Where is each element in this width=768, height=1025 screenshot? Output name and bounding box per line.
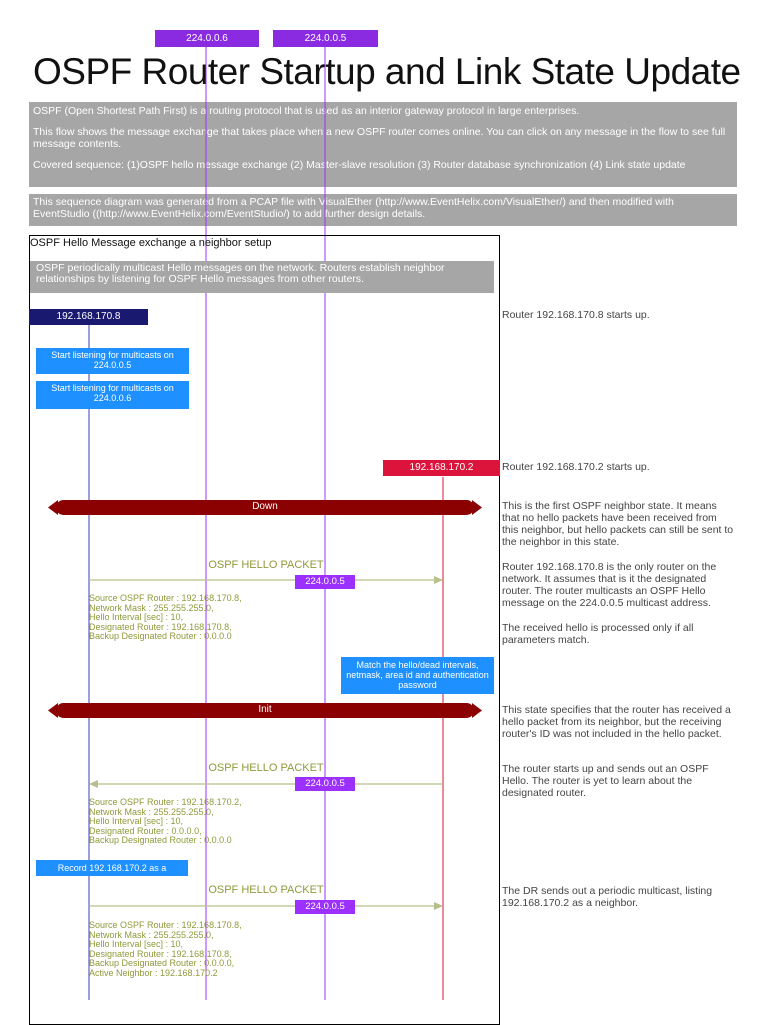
side-note-down-state: This is the first OSPF neighbor state. It means that no hello packets have been received from this neighbor, but hello packets can still be sent to the neighbor in this state. xyxy=(502,500,734,548)
intro-line-3: Covered sequence: (1)OSPF hello message exchange (2) Master-slave resolution (3) Router database synchronization (4) Link state update xyxy=(33,159,686,171)
message-3-title[interactable]: OSPF HELLO PACKET xyxy=(208,884,324,896)
message-2-title[interactable]: OSPF HELLO PACKET xyxy=(208,762,324,774)
multicast-224-0-0-6-header[interactable]: 224.0.0.6 xyxy=(155,30,259,47)
intro-line-1: OSPF (Open Shortest Path First) is a routing protocol that is used as an interior gateway protocol in large enterprises. xyxy=(33,105,580,117)
message-1-params: Source OSPF Router : 192.168.170.8, Network Mask : 255.255.255.0, Hello Interval [sec] : 10, Designated Router : 192.168.170.8, Backup Designated Router : 0.0.0.0 xyxy=(89,593,242,642)
side-note-init-state: This state specifies that the router has received a hello packet from its neighbor, but the receiving router's ID was not included in the hello packet. xyxy=(502,704,731,740)
side-note-router-1-start: Router 192.168.170.8 starts up. xyxy=(502,309,650,321)
message-1-dest[interactable]: 224.0.0.5 xyxy=(295,575,355,589)
message-1-title[interactable]: OSPF HELLO PACKET xyxy=(208,559,324,571)
action-listen-224-0-0-6[interactable]: Start listening for multicasts on 224.0.0.6 xyxy=(36,381,189,409)
frame-label: OSPF Hello Message exchange a neighbor setup xyxy=(30,237,272,249)
message-3-params: Source OSPF Router : 192.168.170.8, Network Mask : 255.255.255.0, Hello Interval [sec] : 10, Designated Router : 192.168.170.8, Backup Designated Router : 0.0.0.0, Active Neighbor : 192.168.170.2 xyxy=(89,920,242,978)
frame-note: OSPF periodically multicast Hello messages on the network. Routers establish neighbor relationships by listening for OSPF Hello messages from other routers. xyxy=(30,261,494,293)
state-init-label[interactable]: Init xyxy=(258,704,272,715)
intro-line-2: This flow shows the message exchange that takes place when a new OSPF router comes online. You can click on any message in the flow to see full message contents. xyxy=(33,126,726,150)
state-down-label[interactable]: Down xyxy=(252,501,278,512)
action-listen-224-0-0-5[interactable]: Start listening for multicasts on 224.0.0.5 xyxy=(36,348,189,374)
message-3-dest[interactable]: 224.0.0.5 xyxy=(295,900,355,914)
side-note-hello-3: The DR sends out a periodic multicast, listing 192.168.170.2 as a neighbor. xyxy=(502,885,713,909)
side-note-router-2-start: Router 192.168.170.2 starts up. xyxy=(502,461,650,473)
action-match-parameters[interactable]: Match the hello/dead intervals, netmask, area id and authentication password xyxy=(341,657,494,694)
entity-router-1[interactable]: 192.168.170.8 xyxy=(29,309,148,325)
side-note-hello-2: The router starts up and sends out an OSPF Hello. The router is yet to learn about the designated router. xyxy=(502,763,709,799)
message-2-dest[interactable]: 224.0.0.5 xyxy=(295,777,355,791)
action-record-neighbor[interactable]: Record 192.168.170.2 as a neighbor xyxy=(36,860,188,876)
multicast-224-0-0-5-header[interactable]: 224.0.0.5 xyxy=(273,30,378,47)
entity-router-2[interactable]: 192.168.170.2 xyxy=(383,460,500,476)
page-title: OSPF Router Startup and Link State Update xyxy=(33,51,741,92)
message-2-params: Source OSPF Router : 192.168.170.2, Network Mask : 255.255.255.0, Hello Interval [sec] : 10, Designated Router : 0.0.0.0, Backup Designated Router : 0.0.0.0 xyxy=(89,797,242,846)
side-note-hello-1: Router 192.168.170.8 is the only router on the network. It assumes that is it the designated router. The router multicasts an OSPF Hello message on the 224.0.0.5 multicast address. xyxy=(502,561,717,609)
side-note-params-match: The received hello is processed only if all parameters match. xyxy=(502,622,694,646)
generated-note: This sequence diagram was generated from a PCAP file with VisualEther (http://www.EventHelix.com/VisualEther/) and then modified with EventStudio ((http://www.EventHelix.com/EventStudio/) to add further design details. xyxy=(29,194,737,226)
